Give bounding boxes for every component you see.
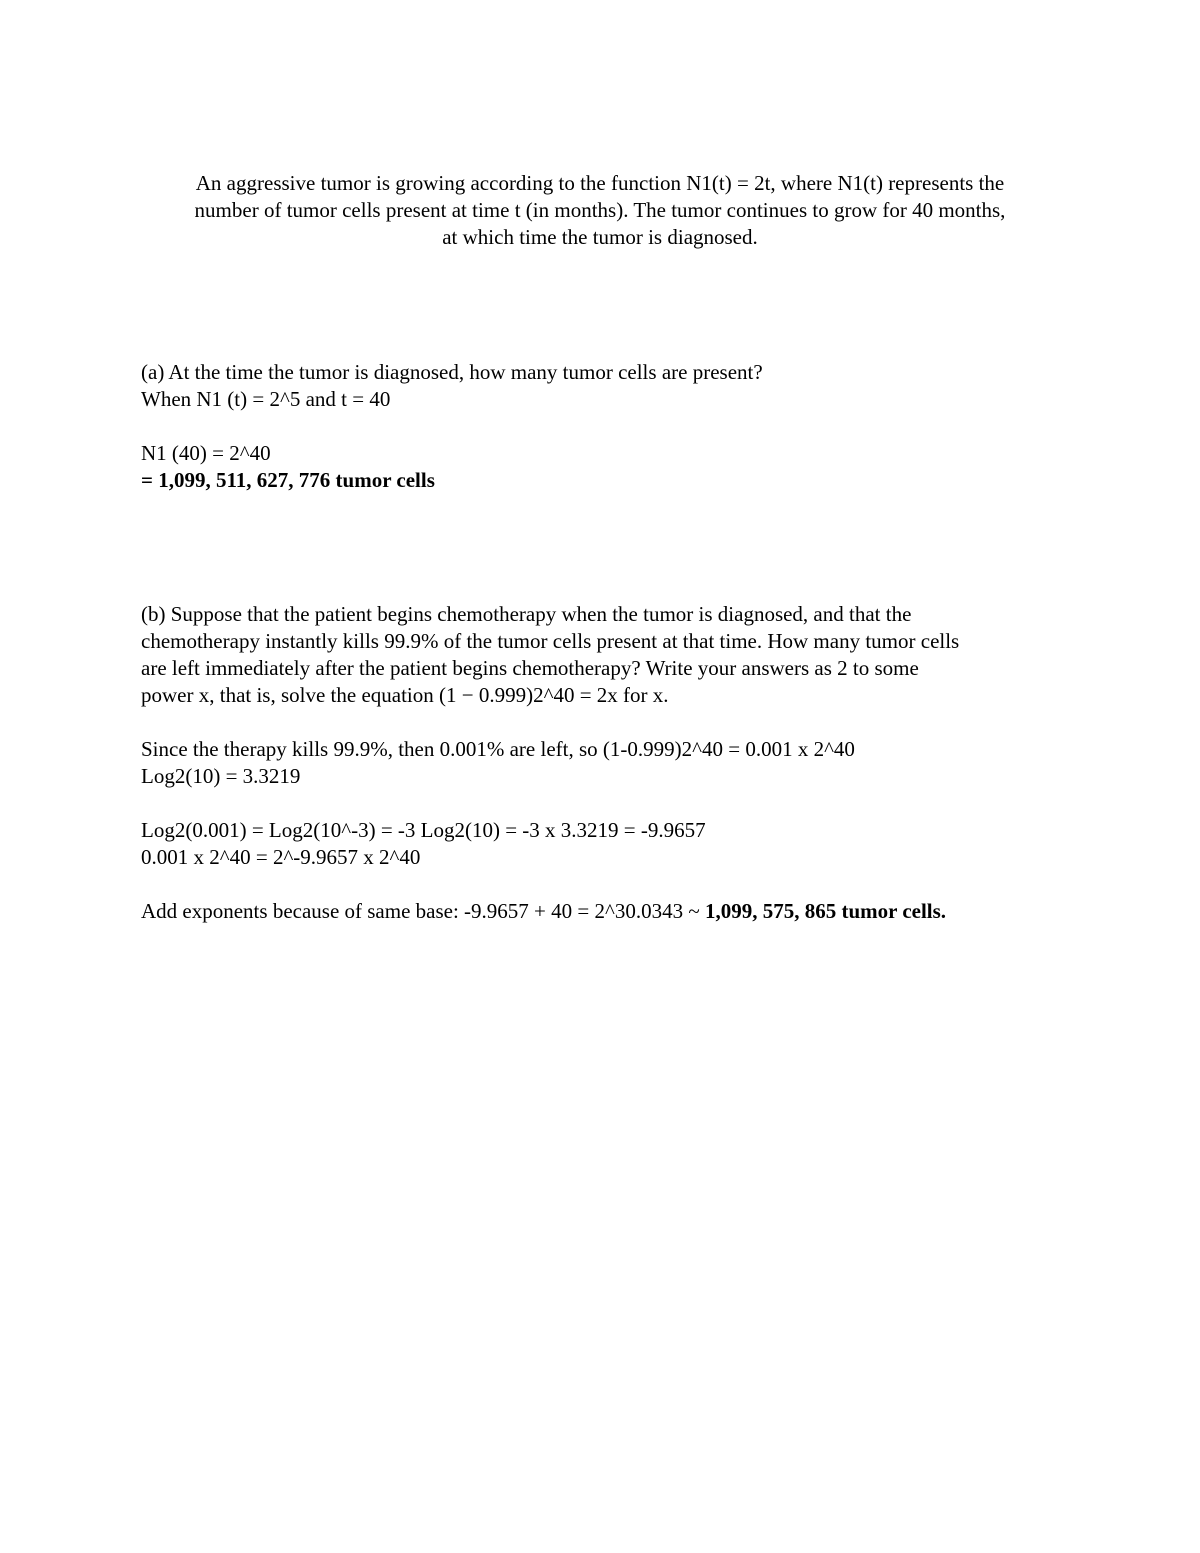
part-b-work-line-1: Since the therapy kills 99.9%, then 0.001% are left, so (1-0.999)2^40 = 0.001 x 2^40 — [141, 737, 855, 761]
spacer — [141, 413, 1071, 440]
part-b-work-line-3: Log2(0.001) = Log2(10^-3) = -3 Log2(10) = -3 x 3.3219 = -9.9657 — [141, 818, 706, 842]
spacer — [141, 871, 1071, 898]
part-b-question-line-4: power x, that is, solve the equation (1 − 0.999)2^40 = 2x for x. — [141, 683, 669, 707]
problem-statement-line-3: at which time the tumor is diagnosed. — [442, 225, 758, 249]
part-b-final-line — [141, 898, 1071, 925]
part-a-answer: = 1,099, 511, 627, 776 tumor cells — [141, 468, 435, 492]
problem-statement — [130, 170, 1070, 251]
part-b-question-line-1: (b) Suppose that the patient begins chemotherapy when the tumor is diagnosed, and that the — [141, 602, 912, 626]
problem-statement-line-1: An aggressive tumor is growing according to the function N1(t) = 2t, where N1(t) represents the — [195, 171, 1005, 195]
part-b-question — [141, 601, 1071, 709]
problem-statement-line-2: number of tumor cells present at time t (in months). The tumor continues to grow for 40 months, — [194, 198, 1006, 222]
part-b-final-answer: 1,099, 575, 865 tumor cells. — [704, 899, 947, 923]
part-b-question-line-3: are left immediately after the patient begins chemotherapy? Write your answers as 2 to some — [141, 656, 919, 680]
part-b-work-line-4: 0.001 x 2^40 = 2^-9.9657 x 2^40 — [141, 845, 421, 869]
spacer — [141, 790, 1071, 817]
part-b-final-prefix: Add exponents because of same base: -9.9657 + 40 = 2^30.0343 ~ — [141, 899, 705, 923]
part-a-section — [141, 359, 1071, 494]
part-b-work-line-2: Log2(10) = 3.3219 — [141, 764, 301, 788]
part-b-question-line-2: chemotherapy instantly kills 99.9% of the tumor cells present at that time. How many tumor cells — [141, 629, 960, 653]
part-a-question: (a) At the time the tumor is diagnosed, how many tumor cells are present? — [141, 360, 763, 384]
part-a-step: N1 (40) = 2^40 — [141, 441, 271, 465]
part-a-given: When N1 (t) = 2^5 and t = 40 — [141, 387, 391, 411]
part-b-work — [141, 736, 1071, 925]
